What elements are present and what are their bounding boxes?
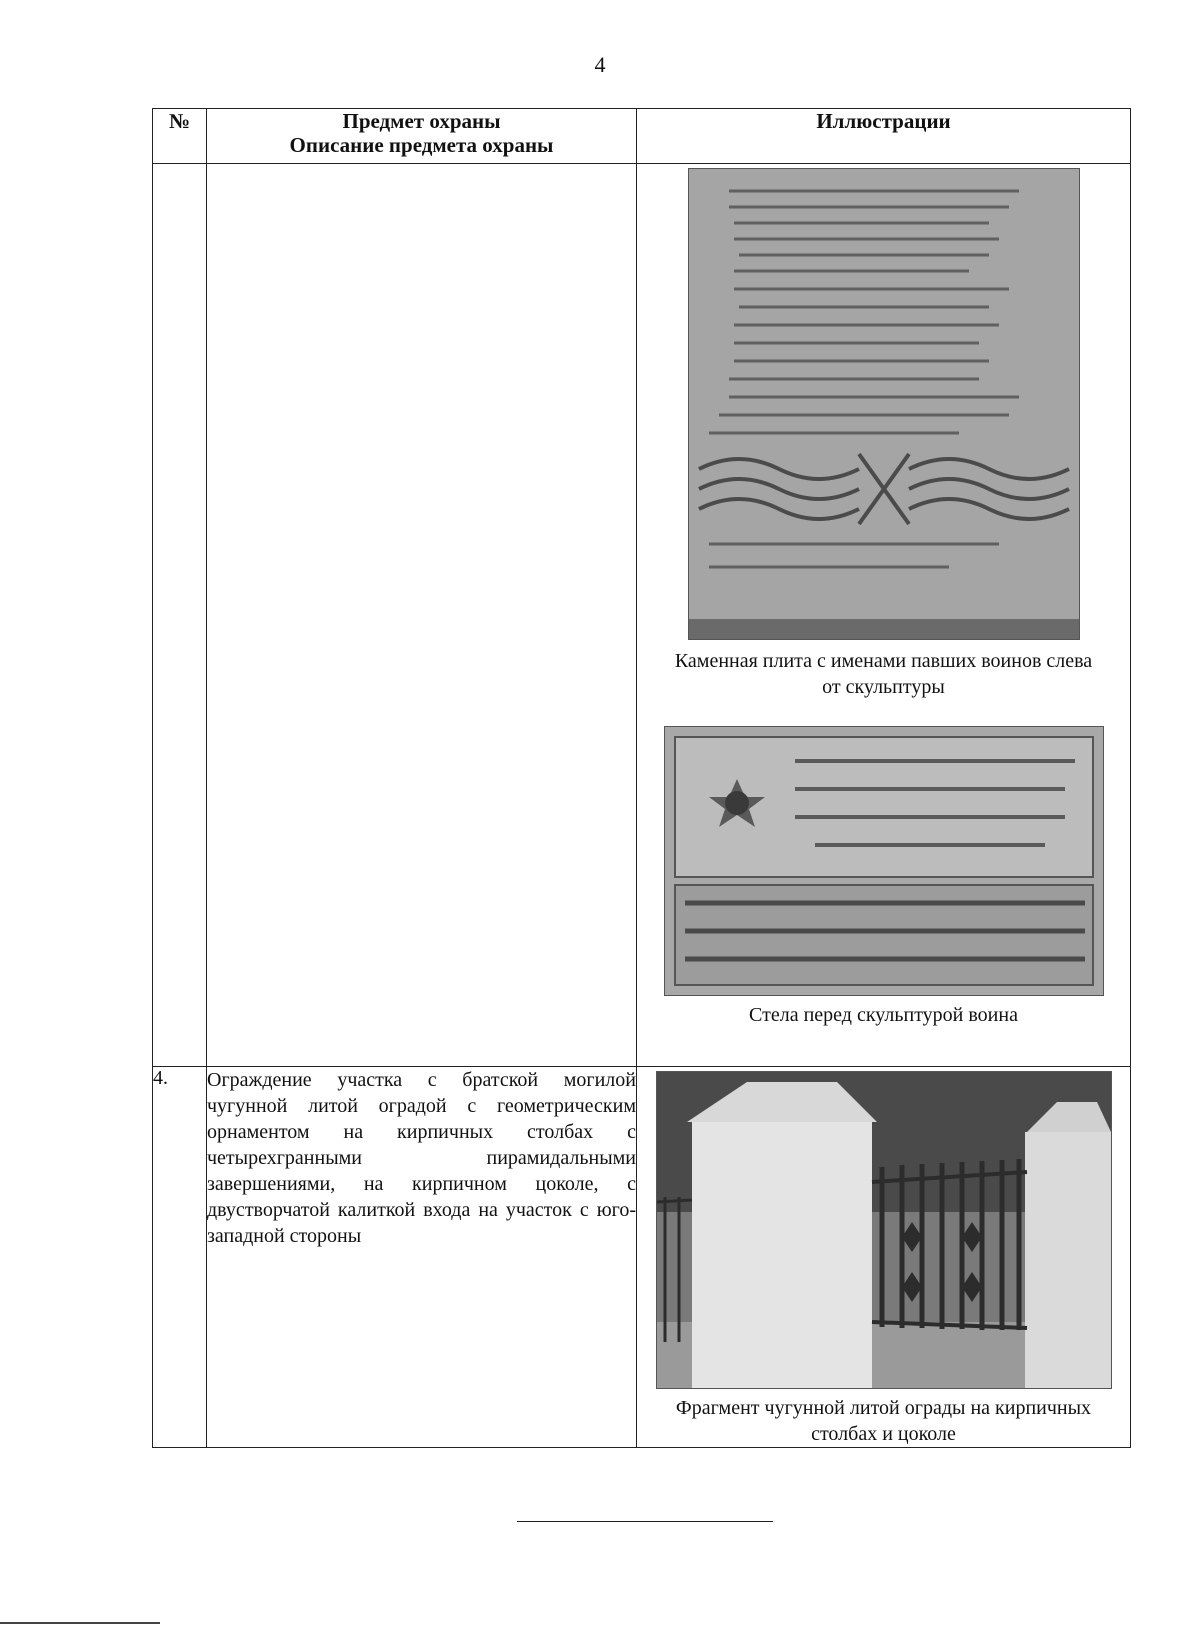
row-number — [153, 164, 207, 1067]
row-illustrations — [637, 1067, 1131, 1448]
caption-fence: Фрагмент чугунной литой ограды на кирпичных столбах и цоколе — [675, 1397, 1092, 1445]
protection-table — [152, 108, 1131, 1448]
page-number: 4 — [594, 52, 606, 77]
scan-edge-line — [0, 1622, 160, 1624]
header-num: № — [153, 109, 207, 164]
caption-stone-slab: Каменная плита с именами павших воинов слева от скульптуры — [674, 650, 1093, 698]
header-illustrations: Иллюстрации — [637, 109, 1131, 164]
header-subject-line1: Предмет охраны — [342, 109, 501, 133]
row-description — [207, 164, 637, 1067]
row-illustrations — [637, 164, 1131, 1067]
footer-rule — [517, 1521, 773, 1522]
fence-photo — [656, 1071, 1112, 1389]
table-row — [153, 164, 1131, 1067]
table-header-row — [153, 109, 1131, 164]
table-row — [153, 1067, 1131, 1448]
row-number: 4. — [153, 1067, 207, 1448]
caption-stele: Стела перед скульптурой воина — [749, 1004, 1018, 1026]
stele-photo — [664, 726, 1104, 996]
stone-slab-photo — [688, 168, 1080, 640]
row-description: Ограждение участка с братской могилой чугунной литой оградой с геометрическим орнаментом на кирпичных столбах с четырехгранными пирамидальными завершениями, на кирпичном цоколе, с двустворчатой калиткой входа на участок с юго-западной стороны — [207, 1067, 637, 1448]
header-subject-line2: Описание предмета охраны — [289, 133, 554, 157]
header-subject — [207, 109, 637, 164]
